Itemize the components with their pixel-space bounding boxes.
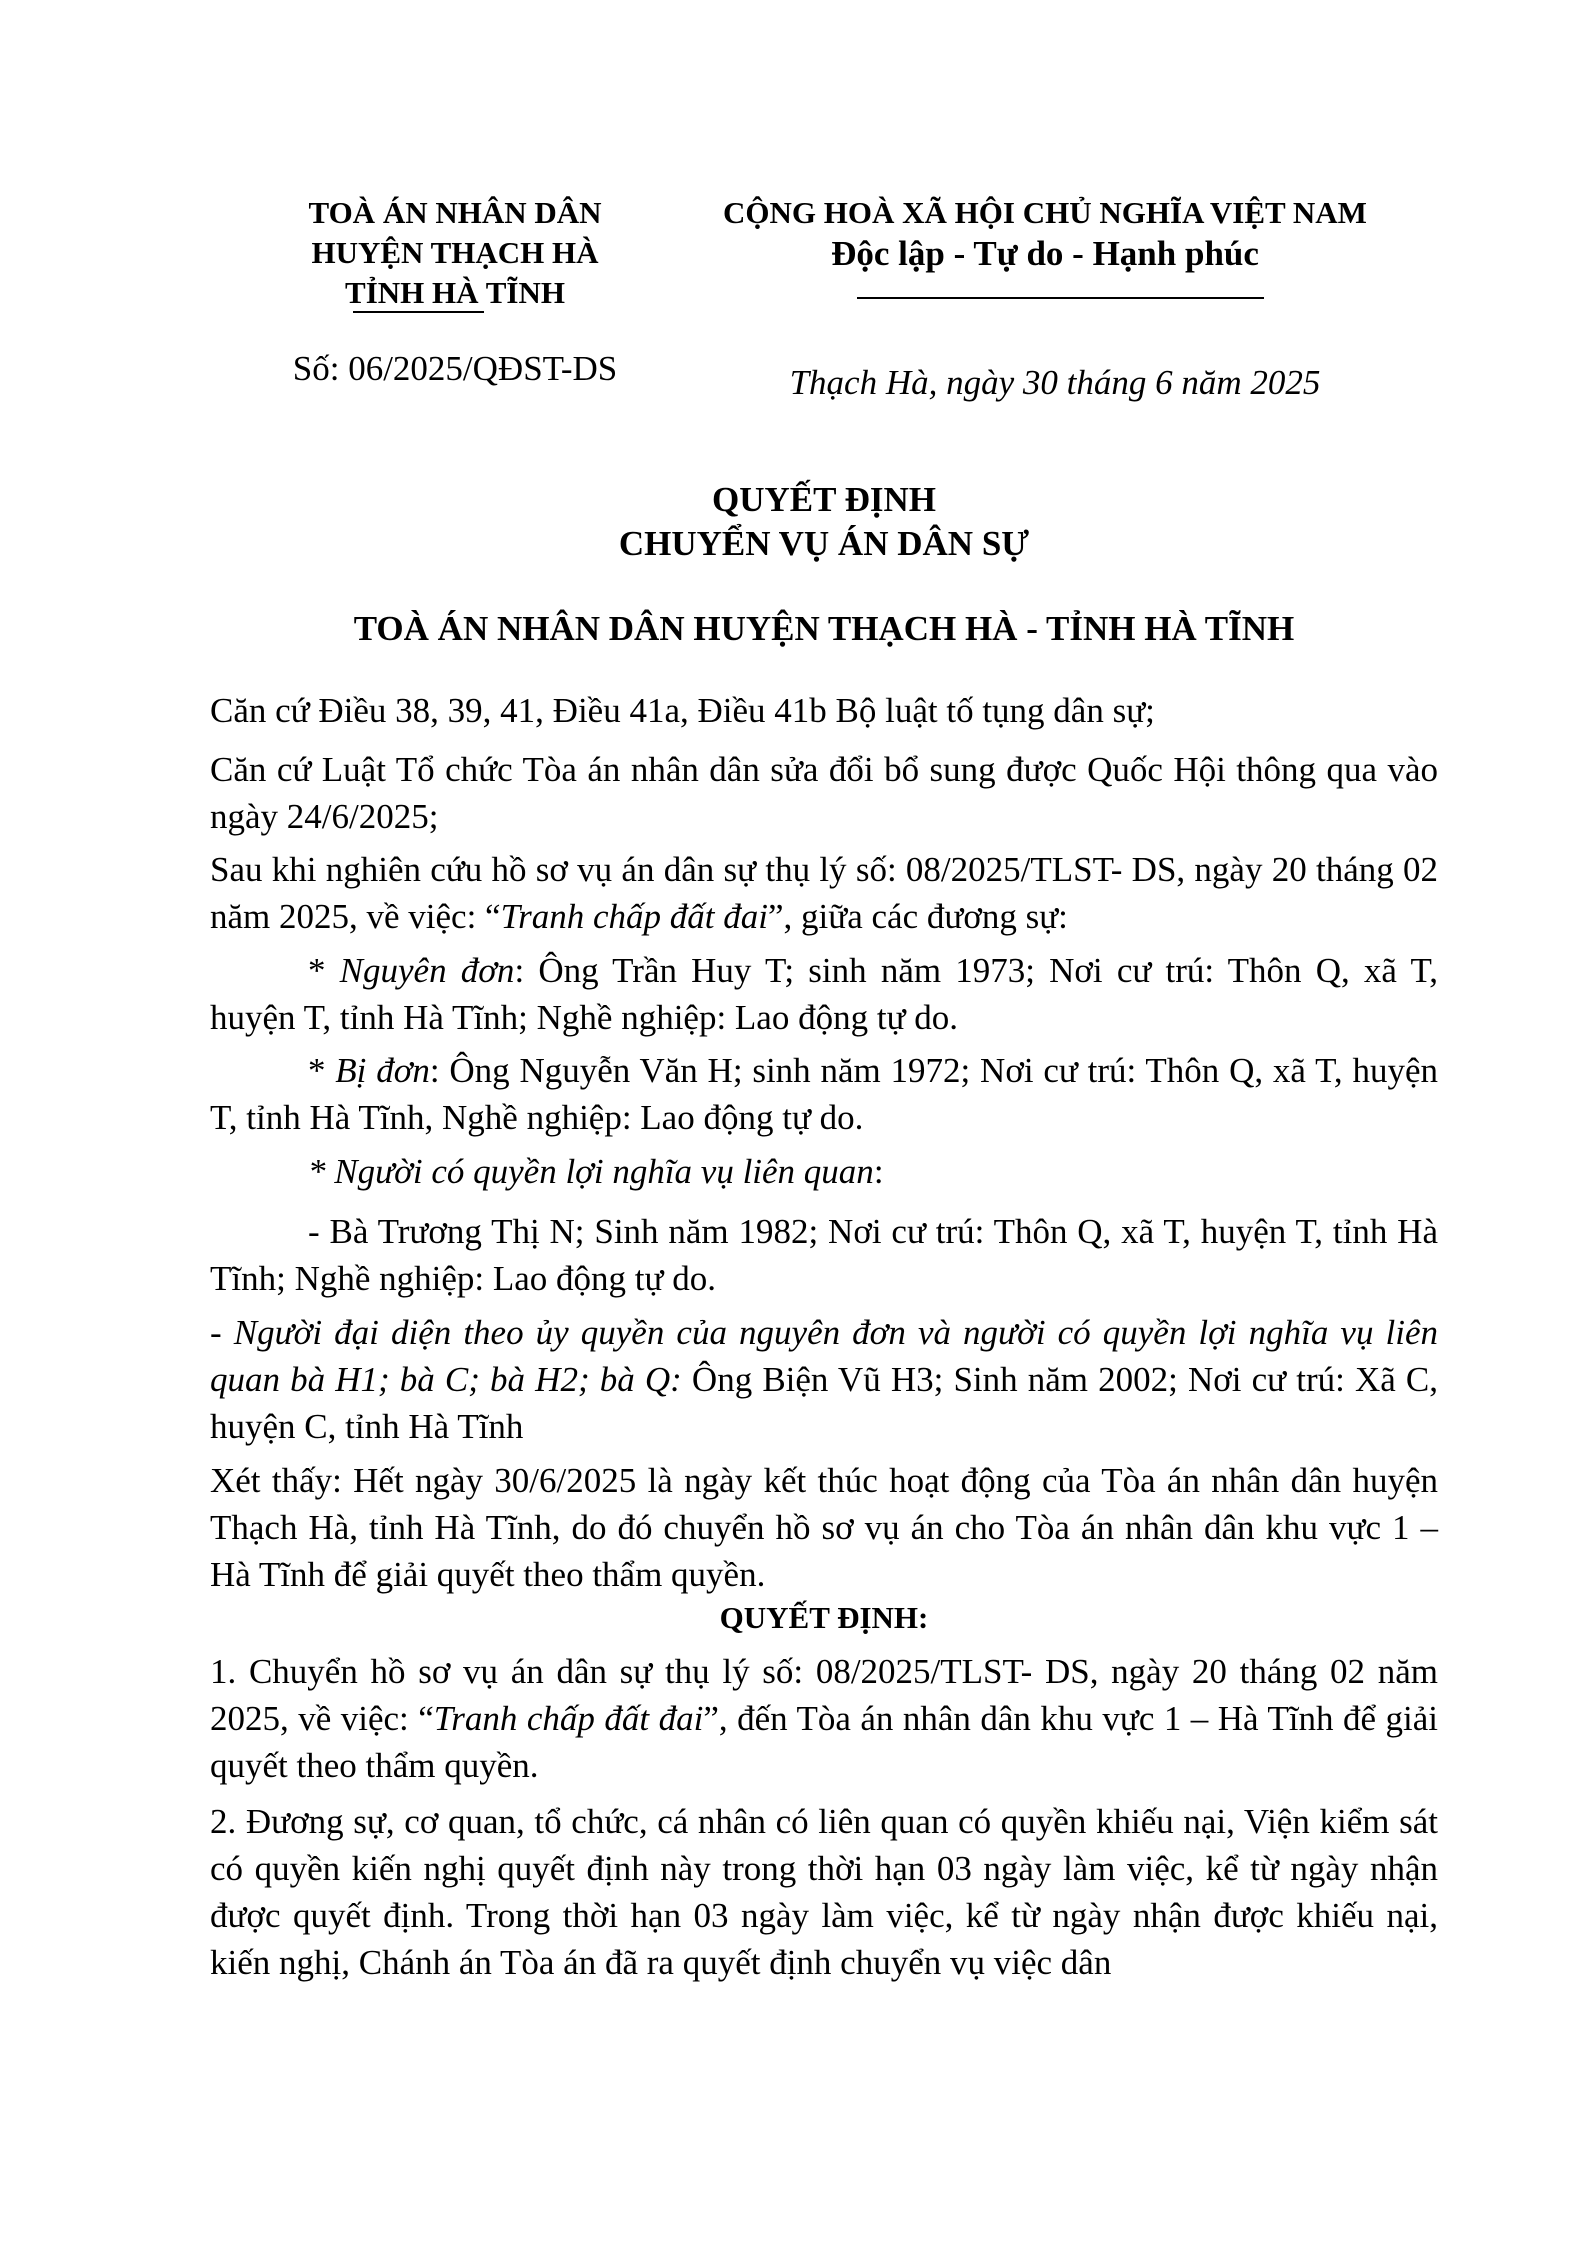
- legal-basis-2: Căn cứ Luật Tổ chức Tòa án nhân dân sửa đổi bổ sung được Quốc Hội thông qua vào ngày 24/6/2025;: [210, 750, 1438, 836]
- national-title: CỘNG HOÀ XÃ HỘI CHỦ NGHĨA VIỆT NAM: [723, 195, 1367, 230]
- findings: Xét thấy: Hết ngày 30/6/2025 là ngày kết thúc hoạt động của Tòa án nhân dân huyện Thạch Hà, tỉnh Hà Tĩnh, do đó chuyển hồ sơ vụ án cho Tòa án nhân dân khu vực 1 – Hà Tĩnh để giải quyết theo thẩm quyền.: [210, 1461, 1438, 1594]
- header-left-divider: [353, 311, 484, 313]
- court-line-2: HUYỆN THẠCH HÀ: [311, 235, 599, 270]
- court-name-header: [255, 193, 655, 313]
- representative-text: Ông Biện Vũ H3; Sinh năm 2002; Nơi cư trú: Xã C, huyện C, tỉnh Hà Tĩnh: [210, 1360, 1439, 1446]
- related-party-heading: * Người có quyền lợi nghĩa vụ liên quan:: [308, 1152, 884, 1191]
- related-party-info: - Bà Trương Thị N; Sinh năm 1982; Nơi cư trú: Thôn Q, xã T, huyện T, tỉnh Hà Tĩnh; Nghề nghiệp: Lao động tự do.: [210, 1212, 1438, 1298]
- national-motto: Độc lập - Tự do - Hạnh phúc: [831, 234, 1259, 273]
- defendant-label: Bị đơn: [335, 1051, 430, 1090]
- decision-item-1-subject: Tranh chấp đất đai: [433, 1699, 704, 1738]
- decision-item-1-text-b: ”, đến Tòa án nhân dân khu vực 1 – Hà Tĩnh để giải quyết theo thẩm quyền.: [210, 1699, 1438, 1785]
- decision-item-2: 2. Đương sự, cơ quan, tổ chức, cá nhân có liên quan có quyền khiếu nại, Viện kiểm sát có quyền kiến nghị quyết định này trong thời hạn 03 ngày làm việc, kể từ ngày nhận được quyết định. Trong thời hạn 03 ngày làm việc, kể từ ngày nhận được khiếu nại, kiến nghị, Chánh án Tòa án đã ra quyết định chuyển vụ việc dân: [210, 1802, 1438, 1982]
- case-subject: Tranh chấp đất đai: [500, 897, 768, 936]
- issuing-court: TOÀ ÁN NHÂN DÂN HUYỆN THẠCH HÀ - TỈNH HÀ TĨNH: [353, 609, 1295, 648]
- legal-basis-1: Căn cứ Điều 38, 39, 41, Điều 41a, Điều 41b Bộ luật tố tụng dân sự;: [210, 691, 1155, 730]
- case-intro-text-b: ”, giữa các đương sự:: [768, 897, 1068, 936]
- issue-date: Thạch Hà, ngày 30 tháng 6 năm 2025: [789, 363, 1321, 402]
- related-party-label: Người có quyền lợi nghĩa vụ liên quan: [334, 1152, 874, 1191]
- decision-item-1-text-a: 1. Chuyển hồ sơ vụ án dân sự thụ lý số: 08/2025/TLST- DS, ngày 20 tháng 02 năm 2025, về việc: “: [210, 1652, 1438, 1738]
- document-title: QUYẾT ĐỊNH: [712, 480, 936, 519]
- defendant-info: * Bị đơn: Ông Nguyễn Văn H; sinh năm 1972; Nơi cư trú: Thôn Q, xã T, huyện T, tỉnh Hà Tĩnh, Nghề nghiệp: Lao động tự do.: [210, 1051, 1438, 1137]
- plaintiff-text: : Ông Trần Huy T; sinh năm 1973; Nơi cư trú: Thôn Q, xã T, huyện T, tỉnh Hà Tĩnh; Nghề nghiệp: Lao động tự do.: [210, 951, 1438, 1037]
- decision-item-1: [210, 1648, 1438, 1789]
- case-intro-text-a: Sau khi nghiên cứu hồ sơ vụ án dân sự thụ lý số: 08/2025/TLST- DS, ngày 20 tháng 02 năm 2025, về việc: “: [210, 850, 1438, 936]
- document-subtitle: CHUYỂN VỤ ÁN DÂN SỰ: [618, 524, 1030, 563]
- defendant-text: : Ông Nguyễn Văn H; sinh năm 1972; Nơi cư trú: Thôn Q, xã T, huyện T, tỉnh Hà Tĩnh, Nghề nghiệp: Lao động tự do.: [210, 1051, 1438, 1137]
- court-line-1: TOÀ ÁN NHÂN DÂN: [308, 195, 602, 230]
- representative-info: - Người đại diện theo ủy quyền của nguyên đơn và người có quyền lợi nghĩa vụ liên quan bà H1; bà C; bà H2; bà Q: Ông Biện Vũ H3; Sinh năm 2002; Nơi cư trú: Xã C, huyện C, tỉnh Hà Tĩnh: [210, 1313, 1439, 1446]
- plaintiff-info: * Nguyên đơn: Ông Trần Huy T; sinh năm 1973; Nơi cư trú: Thôn Q, xã T, huyện T, tỉnh Hà Tĩnh; Nghề nghiệp: Lao động tự do.: [210, 951, 1438, 1037]
- plaintiff-label: Nguyên đơn: [339, 951, 515, 990]
- court-line-3: TỈNH HÀ TĨNH: [345, 275, 565, 310]
- case-intro: [210, 846, 1438, 940]
- representative-label: Người đại diện theo ủy quyền của nguyên đơn và người có quyền lợi nghĩa vụ liên quan bà H1; bà C; bà H2; bà Q:: [210, 1313, 1439, 1399]
- decision-heading: QUYẾT ĐỊNH:: [719, 1600, 929, 1635]
- decision-number: Số: 06/2025/QĐST-DS: [292, 349, 618, 388]
- header-right-divider: [857, 297, 1264, 299]
